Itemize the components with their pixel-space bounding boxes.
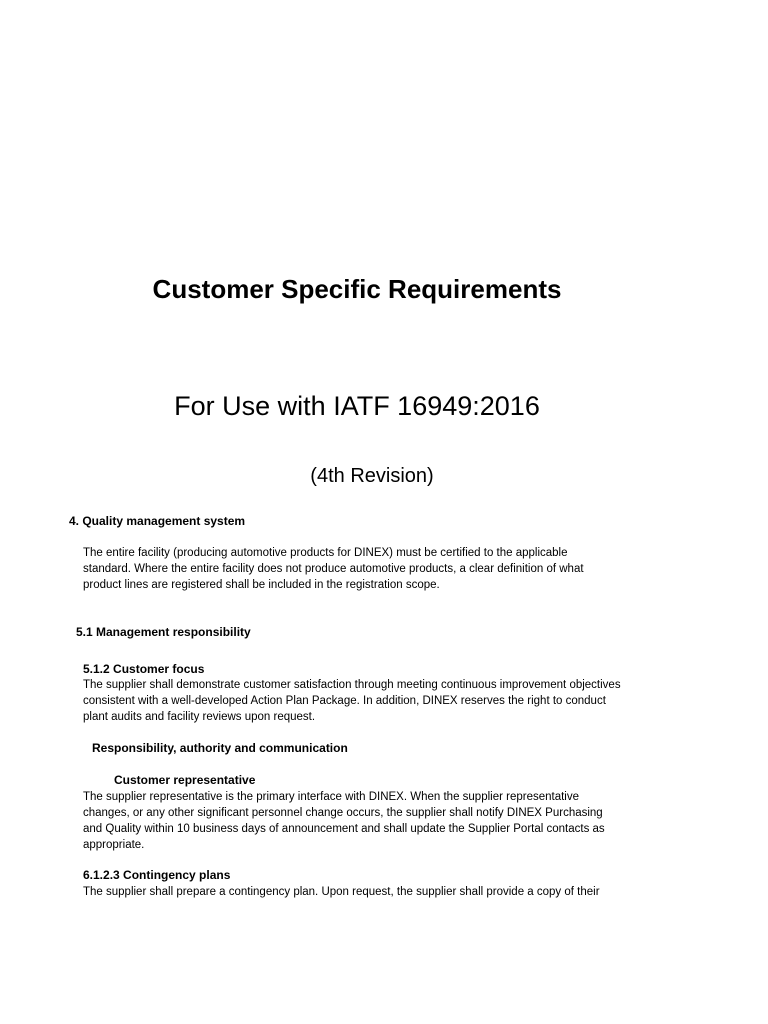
- section-heading-customer-focus: 5.1.2 Customer focus: [83, 662, 205, 676]
- body-line: plant audits and facility reviews upon request.: [83, 711, 316, 723]
- body-line: The supplier representative is the primary interface with DINEX. When the supplier representative: [83, 791, 580, 803]
- section-heading-management-responsibility: 5.1 Management responsibility: [76, 625, 251, 639]
- body-line: The supplier shall demonstrate customer satisfaction through meeting continuous improvement objectives: [83, 679, 621, 691]
- section-body-quality-management: [83, 545, 584, 593]
- section-heading-responsibility: Responsibility, authority and communication: [92, 741, 348, 755]
- body-line: product lines are registered shall be included in the registration scope.: [83, 579, 440, 591]
- revision-label: (4th Revision): [310, 465, 434, 487]
- section-body-customer-focus: [83, 677, 621, 725]
- section-heading-customer-representative: Customer representative: [114, 773, 256, 787]
- body-line: standard. Where the entire facility does not produce automotive products, a clear definition of what: [83, 563, 584, 575]
- body-line: changes, or any other significant personnel change occurs, the supplier shall notify DINEX Purchasing: [83, 807, 603, 819]
- body-line: appropriate.: [83, 839, 145, 851]
- section-heading-contingency-plans: 6.1.2.3 Contingency plans: [83, 868, 231, 882]
- document-title: Customer Specific Requirements: [152, 274, 562, 304]
- body-line: The supplier shall prepare a contingency plan. Upon request, the supplier shall provide a copy of their: [83, 886, 600, 898]
- section-body-contingency-plans: [83, 884, 600, 900]
- document-subtitle: For Use with IATF 16949:2016: [174, 391, 540, 421]
- body-line: consistent with a well-developed Action Plan Package. In addition, DINEX reserves the right to conduct: [83, 695, 606, 707]
- body-line: and Quality within 10 business days of announcement and shall update the Supplier Portal contacts as: [83, 823, 605, 835]
- section-heading-quality-management: 4. Quality management system: [69, 514, 246, 528]
- section-body-customer-representative: [83, 789, 605, 853]
- body-line: The entire facility (producing automotive products for DINEX) must be certified to the applicable: [83, 547, 568, 559]
